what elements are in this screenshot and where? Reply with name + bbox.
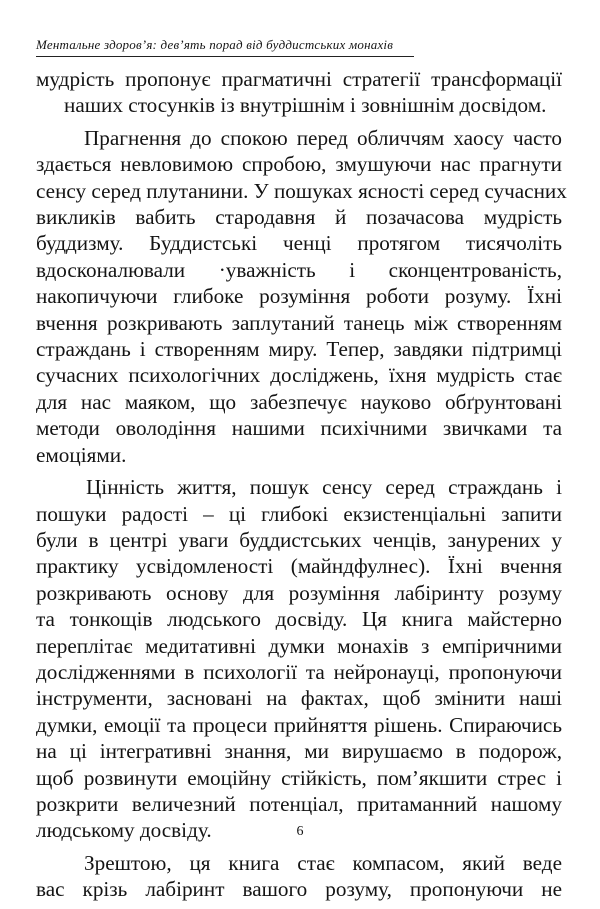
text-line: буддизму. Буддистські ченці протягом тисячоліть <box>36 231 562 256</box>
text-line: вдосконалювали ·уважність і сконцентрованість, <box>36 257 562 282</box>
text-line: на ці інтегративні знання, ми вирушаємо в подорож, <box>36 739 562 764</box>
paragraph-2 <box>36 125 567 468</box>
page-number: 6 <box>296 824 304 839</box>
text-line: практику усвідомленості (майндфулнес). Їхні вчення <box>36 554 562 579</box>
text-line: методи оволодіння нашими психічними звичками та <box>36 416 562 441</box>
text-line: здається невловимою спробою, змушуючи нас прагнути <box>36 152 562 177</box>
text-line: переплітає медитативні думки монахів з емпіричними <box>36 633 562 658</box>
header-rule <box>36 56 414 57</box>
paragraph-4 <box>36 850 562 903</box>
text-line: людському досвіду. <box>36 818 212 843</box>
text-line: викликів вабить стародавня й позачасова мудрість <box>36 205 562 230</box>
paragraph-1 <box>36 66 562 119</box>
text-line: були в центрі уваги буддистських ченців, занурених у <box>36 527 562 552</box>
text-line: для нас маяком, що забезпечує науково обґрунтовані <box>36 389 562 414</box>
paragraph-3 <box>36 474 562 844</box>
text-line: Зрештою, ця книга стає компасом, який веде <box>84 850 562 875</box>
text-line: думки, емоції та процеси прийняття рішень. Спираючись <box>36 712 562 737</box>
text-line: сучасних психологічних досліджень, їхня мудрість стає <box>36 363 562 388</box>
text-line: розкрити величезний потенціал, притаманний нашому <box>36 791 562 816</box>
text-line: Цінність життя, пошук сенсу серед страждань і <box>86 475 562 500</box>
running-header: Ментальне здоров’я: дев’ять порад від буддистських монахів <box>36 37 394 52</box>
text-line: вас крізь лабіринт вашого розуму, пропонуючи не <box>36 877 562 902</box>
text-line: інструменти, засновані на фактах, щоб змінити наші <box>36 686 562 711</box>
text-line: сенсу серед плутанини. У пошуках ясності серед сучасних <box>36 178 567 203</box>
text-line: мудрість пропонує прагматичні стратегії трансформації <box>36 67 562 91</box>
text-line: наших стосунків із внутрішнім і зовнішнім досвідом. <box>64 93 547 118</box>
text-line: розкривають основу для розуміння лабіринту розуму <box>36 580 562 605</box>
text-line: емоціями. <box>36 442 127 467</box>
text-line: та тонкощів людського досвіду. Ця книга майстерно <box>36 607 562 632</box>
text-line: Прагнення до спокою перед обличчям хаосу часто <box>84 125 562 150</box>
text-line: вчення розкривають заплутаний танець між створенням <box>36 310 562 335</box>
text-line: щоб розвинути емоційну стійкість, пом’якшити стрес і <box>36 765 562 790</box>
text-line: страждань і створенням миру. Тепер, завдяки підтримці <box>36 337 562 362</box>
text-line: дослідженнями в психології та нейронауці, пропонуючи <box>36 659 562 684</box>
text-line: накопичуючи глибоке розуміння роботи розуму. Їхні <box>36 284 562 309</box>
text-line: пошуки радості – ці глибокі екзистенціальні запити <box>36 501 562 526</box>
body-text <box>36 66 567 909</box>
